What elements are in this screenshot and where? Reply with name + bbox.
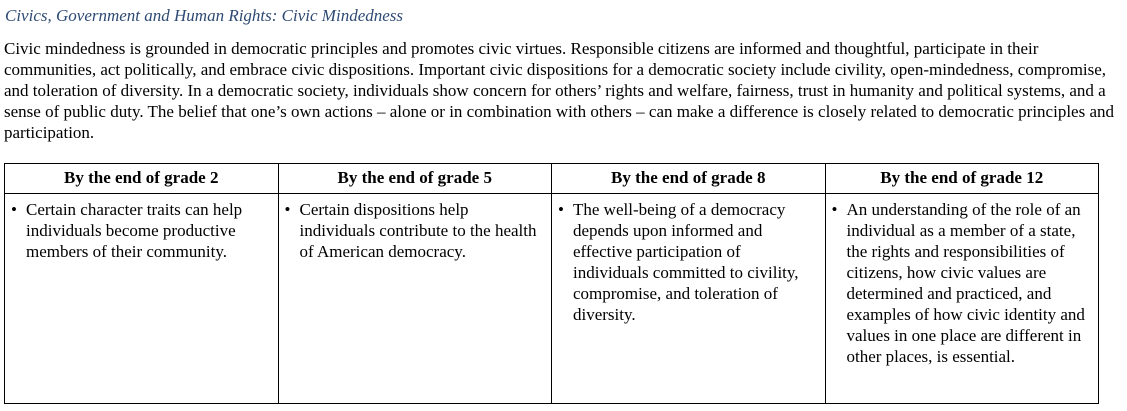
list-item-text: Certain character traits can help individuals become productive members of their community.: [26, 200, 243, 261]
bullet-icon: •: [284, 200, 291, 219]
column-header-grade-8: By the end of grade 8: [552, 164, 826, 194]
list-item: [285, 199, 548, 262]
section-heading: Civics, Government and Human Rights: Civic Mindedness: [5, 6, 404, 25]
bullet-icon: •: [558, 200, 564, 219]
cell-grade-5: [278, 194, 552, 404]
table-header-row: [5, 164, 1099, 194]
column-header-grade-5: By the end of grade 5: [278, 164, 552, 194]
intro-paragraph: Civic mindedness is grounded in democratic principles and promotes civic virtues. Responsible citizens are informed and thoughtful, participate in their communities, act politically, and embrace civic dispositions. Important civic dispositions for a democratic society include civility, open-mindedness, compromise, and toleration of diversity. In a democratic society, individuals show concern for others’ rights and welfare, fairness, trust in humanity and political systems, and a sense of public duty. The belief that one’s own actions – alone or in combination with others – can make a difference is closely related to democratic principles and participation.: [4, 39, 1115, 142]
list-item-text: Certain dispositions help individuals contribute to the health of American democracy.: [299, 200, 537, 261]
column-header-grade-12: By the end of grade 12: [825, 164, 1099, 194]
cell-grade-12: [825, 194, 1099, 404]
list-item: [558, 199, 821, 325]
list-item-text: An understanding of the role of an individual as a member of a state, the rights and responsibilities of citizens, how civic values are determined and practiced, and examples of how civic identity and values in one place are different in other places, is essential.: [846, 200, 1085, 366]
list-item: [11, 199, 274, 262]
cell-grade-8: [552, 194, 826, 404]
grade-standards-table: [4, 163, 1099, 404]
list-item: [832, 199, 1095, 367]
column-header-grade-2: By the end of grade 2: [5, 164, 279, 194]
cell-grade-2: [5, 194, 279, 404]
bullet-icon: •: [831, 200, 838, 219]
list-item-text: The well-being of a democracy depends upon informed and effective participation of individuals committed to civility, compromise, and toleration of diversity.: [573, 200, 799, 324]
bullet-icon: •: [11, 200, 17, 219]
table-row: [5, 194, 1099, 404]
